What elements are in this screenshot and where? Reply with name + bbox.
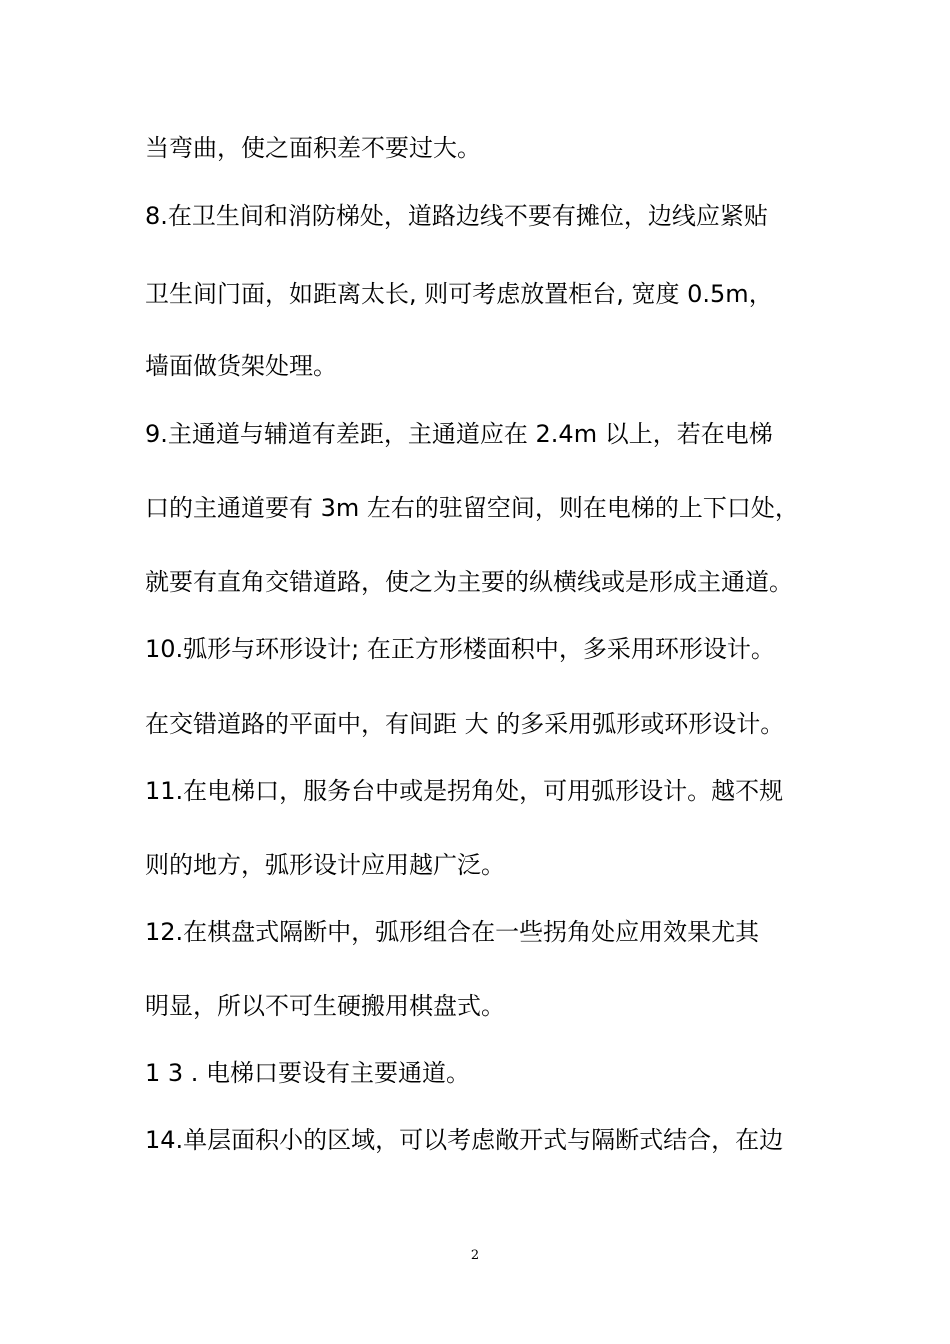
text-line-1: 当弯曲，使之面积差不要过大。 [145,134,481,162]
text-line-3: 卫生间门面，如距离太长, 则可考虑放置柜台, 宽度 0.5m， [145,280,773,308]
page-number: 2 [470,1248,480,1263]
text-line-6: 口的主通道要有 3m 左右的驻留空间，则在电梯的上下口处， [145,494,799,522]
text-line-14: 1 3 . 电梯口要设有主要通道。 [145,1059,471,1087]
text-line-2: 8.在卫生间和消防梯处，道路边线不要有摊位，边线应紧贴 [145,202,768,230]
text-line-4: 墙面做货架处理。 [145,352,337,380]
text-line-9: 在交错道路的平面中，有间距 大 的多采用弧形或环形设计。 [145,710,785,738]
text-line-13: 明显，所以不可生硬搬用棋盘式。 [145,992,505,1020]
text-line-12: 12.在棋盘式隔断中，弧形组合在一些拐角处应用效果尤其 [145,918,760,946]
text-line-10: 11.在电梯口，服务台中或是拐角处，可用弧形设计。越不规 [145,777,784,805]
text-line-15: 14.单层面积小的区域，可以考虑敞开式与隔断式结合，在边 [145,1126,784,1154]
text-line-7: 就要有直角交错道路，使之为主要的纵横线或是形成主通道。 [145,568,793,596]
text-line-5: 9.主通道与辅道有差距，主通道应在 2.4m 以上，若在电梯 [145,420,773,448]
text-line-11: 则的地方，弧形设计应用越广泛。 [145,851,505,879]
text-line-8: 10.弧形与环形设计; 在正方形楼面积中，多采用环形设计。 [145,635,775,663]
